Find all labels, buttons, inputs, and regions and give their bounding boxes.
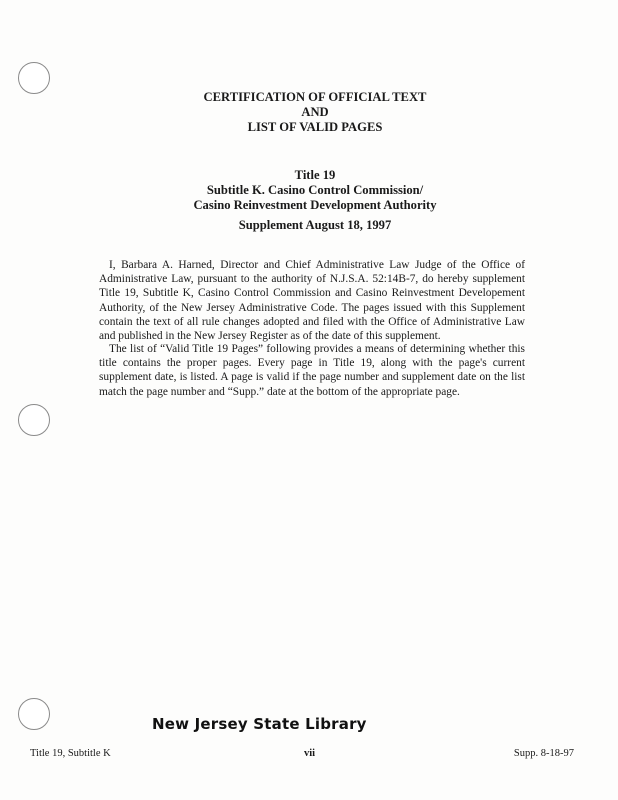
certification-paragraph: I, Barbara A. Harned, Director and Chief Administrative Law Judge of the Office of Administrative Law, pursuant to the authority of N.J.S.A. 52:14B-7, do hereby supplement Title 19, Subtitle K, Casino Control Commission and Casino Reinvestment Developement Authority, of the New Jersey Administrative Code. The pages issued with this Supplement contain the text of all rule changes adopted and filed with the Office of Administrative Law and published in the New Jersey Register as of the date of this supplement. <box>99 259 525 343</box>
footer-page-number: vii <box>304 748 316 759</box>
subtitle-line-2: Casino Reinvestment Development Authority <box>193 198 437 212</box>
heading-line-2: AND <box>301 105 329 119</box>
footer-title: Title 19, Subtitle K <box>30 748 111 759</box>
title-number: Title 19 <box>294 168 336 182</box>
valid-pages-paragraph: The list of “Valid Title 19 Pages” following provides a means of determining whether this title contains the proper pages. Every page in Title 19, along with the page's current supplement date, is listed. A page is valid if the page number and supplement date on the list match the page number and “Supp.” date at the bottom of the appropriate page. <box>99 343 525 398</box>
title-block <box>100 168 530 213</box>
supplement-heading: Supplement August 18, 1997 <box>238 218 392 232</box>
punch-hole-bottom <box>18 698 50 730</box>
certification-heading <box>100 90 530 135</box>
heading-line-1: CERTIFICATION OF OFFICIAL TEXT <box>203 90 427 104</box>
library-stamp: New Jersey State Library <box>152 715 367 733</box>
heading-line-3: LIST OF VALID PAGES <box>247 120 383 134</box>
punch-hole-top <box>18 62 50 94</box>
footer-supplement-date: Supp. 8-18-97 <box>513 748 574 759</box>
subtitle-line-1: Subtitle K. Casino Control Commission/ <box>206 183 424 197</box>
punch-hole-middle <box>18 404 50 436</box>
